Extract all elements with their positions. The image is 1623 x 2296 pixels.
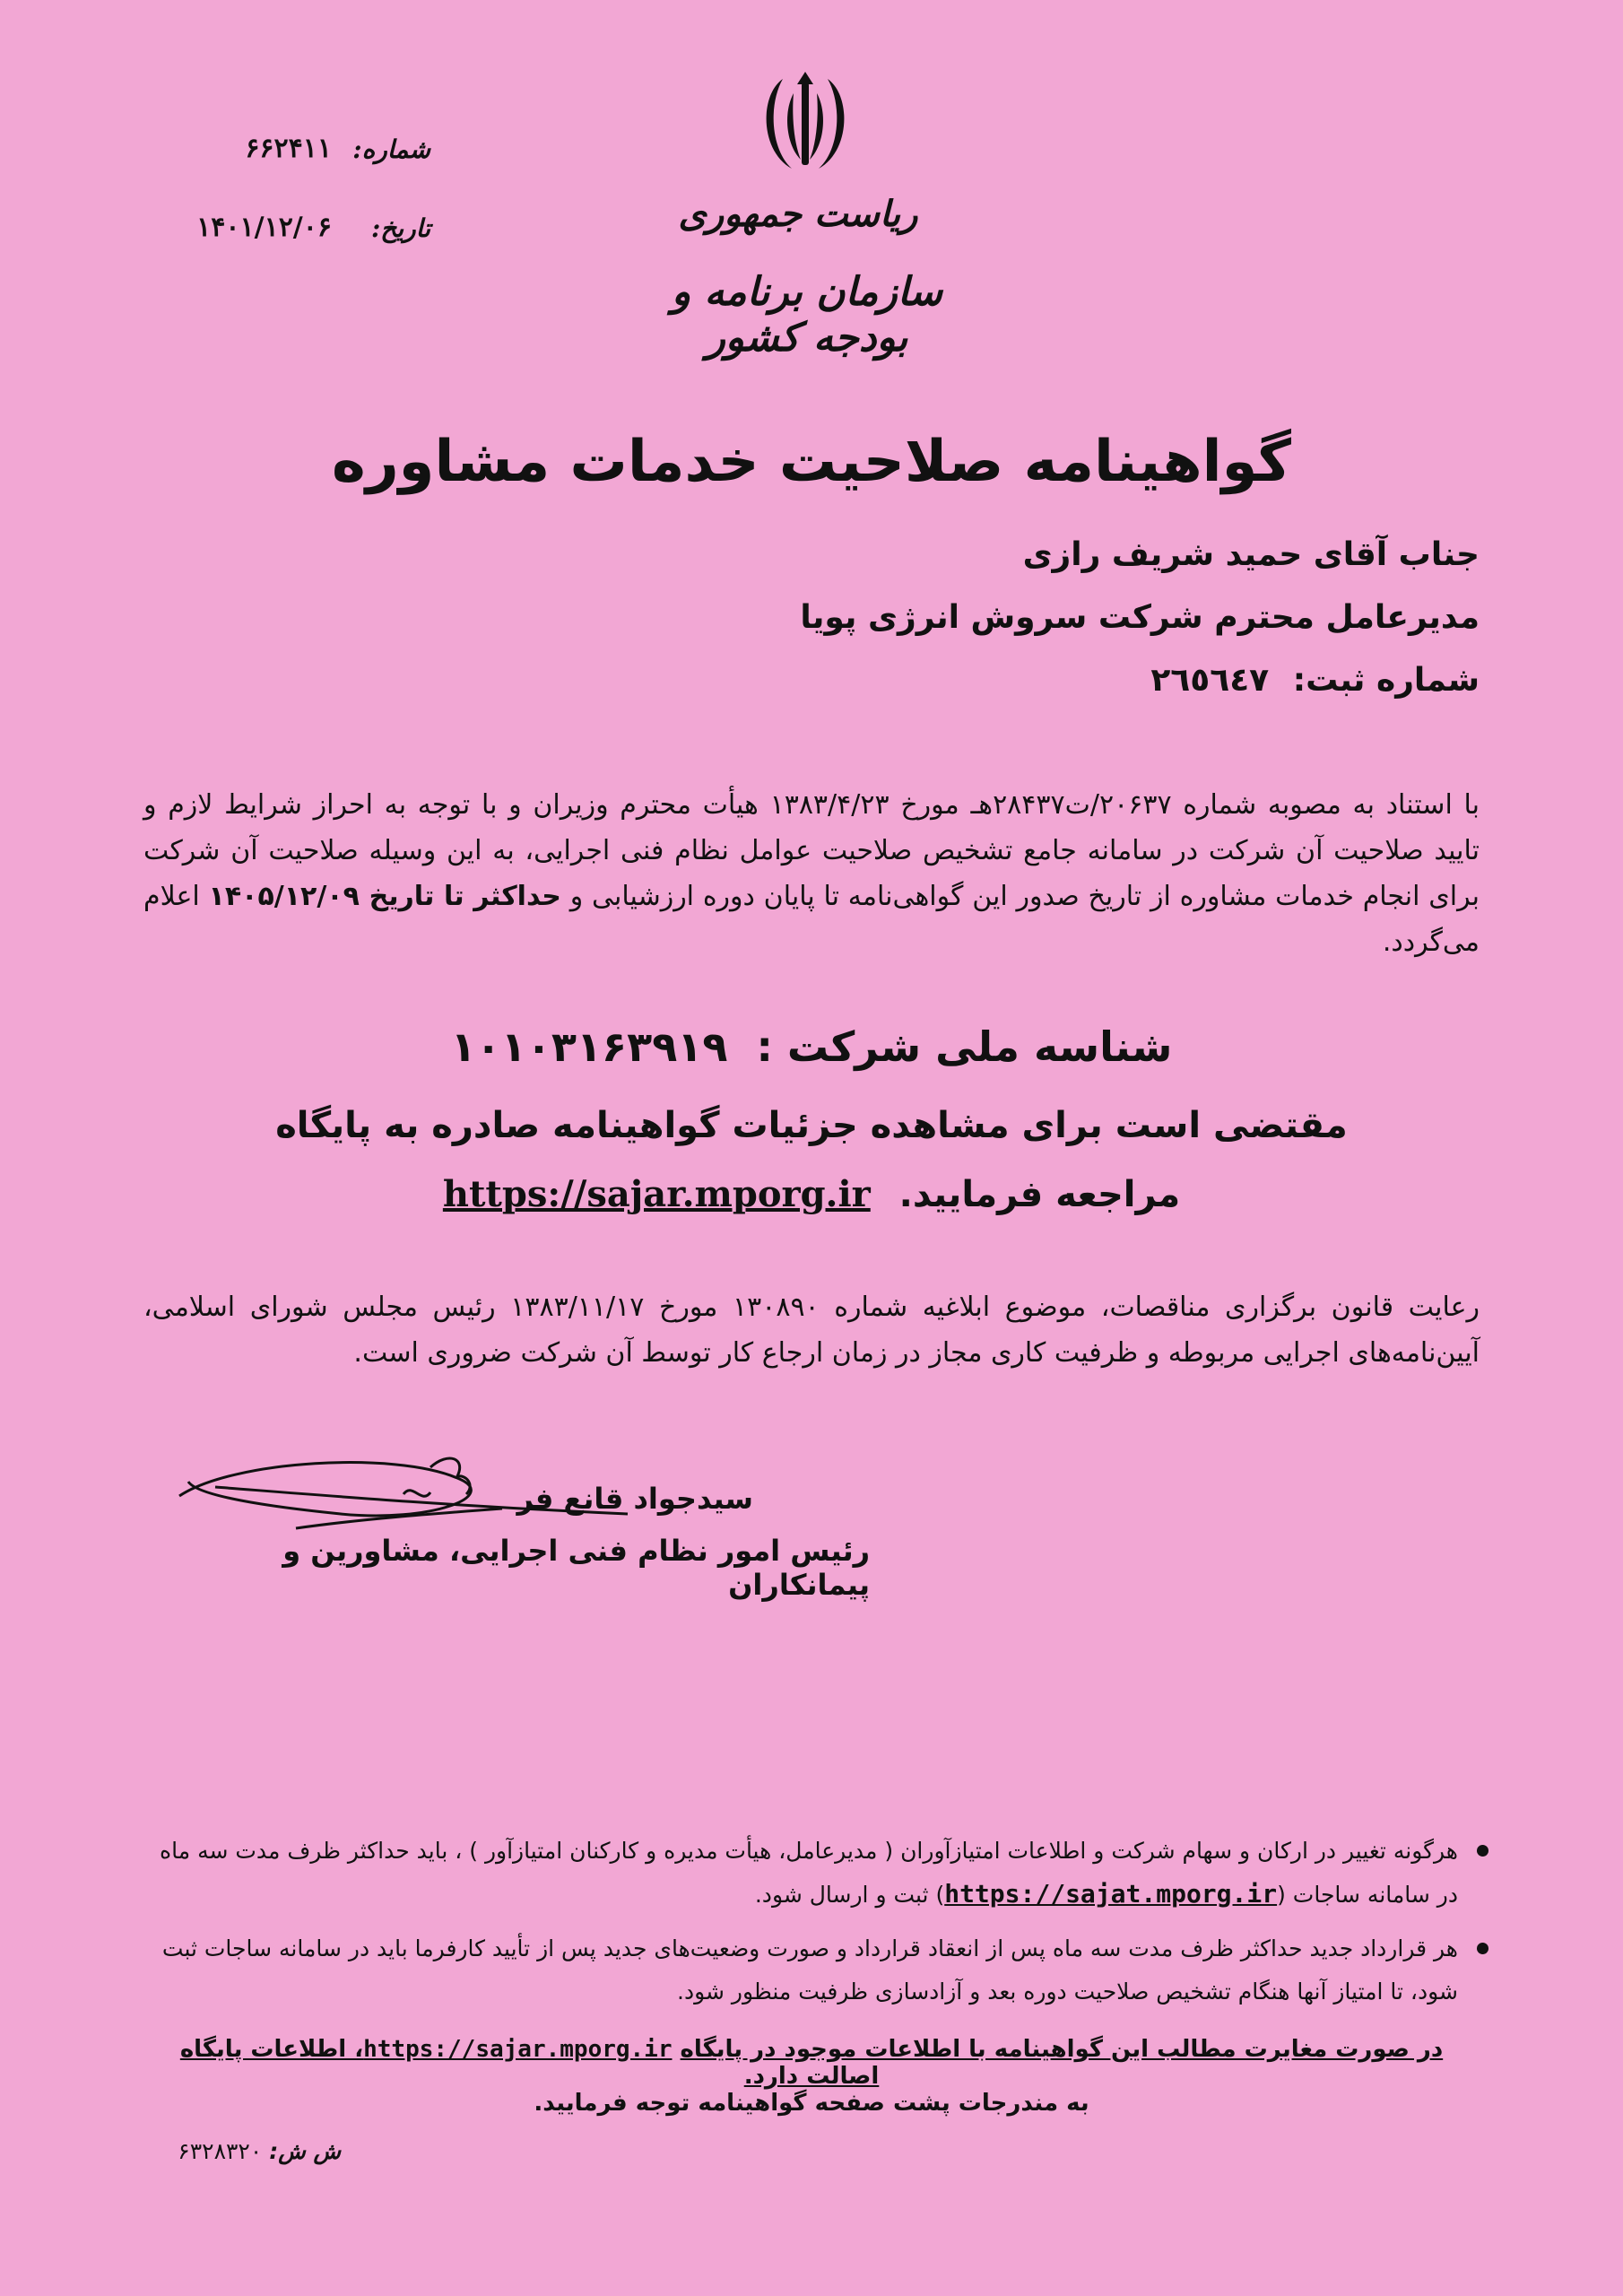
date-label: تاریخ: [370, 213, 430, 243]
page-title: گواهینامه صلاحیت خدمات مشاوره [332, 429, 1291, 495]
org-presidency: ریاست جمهوری [678, 193, 918, 235]
registration-number: ٢٦٥٦٤٧ [1150, 662, 1270, 699]
note1-text: هرگونه تغییر در ارکان و سهام شرکت و اطلاعات امتیازآوران ( مدیرعامل، هیأت مدیره و کارکنان امتیازآور ) ، باید حداکثر ظرف مدت سه ماه در سامانه ساجات ( [160, 1838, 1458, 1908]
discrepancy-part1: در صورت مغایرت مطالب این گواهینامه با اطلاعات موجود در پایگاه [680, 2036, 1444, 2063]
org-plan-budget: سازمان برنامه و بودجه کشور [671, 269, 943, 361]
notes-list [143, 1830, 1488, 2013]
national-id-line [269, 1022, 1354, 1071]
registration-line [717, 662, 1480, 699]
discrepancy-link[interactable]: https://sajar.mporg.ir [363, 2036, 673, 2063]
discrepancy-note [143, 2036, 1480, 2090]
national-id-value: ۱۰۱۰۳۱۶۳۹۱۹ [450, 1022, 728, 1071]
signatory-name: سیدجواد قانع فر [516, 1482, 753, 1516]
list-item [143, 1927, 1488, 2013]
note1-end: ) ثبت و ارسال شود. [754, 1882, 945, 1908]
number-value: ۶۶۲۴۱۱ [245, 133, 332, 164]
bullet-icon [1477, 1943, 1488, 1954]
serial-line [126, 2138, 341, 2164]
body-paragraph [143, 782, 1480, 965]
website-suffix: مراجعه فرمایید. [898, 1174, 1181, 1215]
body-end: اعلام می‌گردد. [143, 881, 1480, 958]
list-item [143, 1830, 1488, 1917]
sajat-link[interactable]: https://sajat.mporg.ir [944, 1879, 1278, 1909]
website-instruction: مقتضی است برای مشاهده جزئیات گواهینامه صادره به پایگاه [275, 1105, 1348, 1146]
discrepancy-part2: ، اطلاعات پایگاه اصالت دارد. [179, 2036, 880, 2090]
body-text: با استناد به مصوبه شماره ۲۰۶۳۷/ت۲۸۴۳۷هـ مورخ ۱۳۸۳/۴/۲۳ هیأت محترم وزیران و با توجه به احراز شرایط لازم و تایید صلاحیت آن شرکت در سامانه جامع تشخیص صلاحیت عوامل نظام فنی اجرایی، به این وسیله صلاحیت آن شرکت برای انجام خدمات مشاوره از تاریخ صدور این گواهی‌نامه تا پایان دوره ارزشیابی و [143, 789, 1480, 912]
national-id-label: شناسه ملی شرکت : [756, 1022, 1173, 1071]
iran-emblem-icon [747, 63, 864, 179]
date-value: ۱۴۰۱/۱۲/۰۶ [196, 212, 332, 243]
bullet-icon [1477, 1845, 1488, 1857]
back-page-note: به مندرجات پشت صفحه گواهینامه توجه فرمایید. [534, 2090, 1089, 2117]
compliance-paragraph: رعایت قانون برگزاری مناقصات، موضوع ابلاغیه شماره ۱۳۰۸۹۰ مورخ ۱۳۸۳/۱۱/۱۷ رئیس مجلس شورای اسلامی، آیین‌نامه‌های اجرایی مربوطه و ظرفیت کاری مجاز در زمان ارجاع کار توسط آن شرکت ضروری است. [143, 1292, 1480, 1369]
website-line [179, 1173, 1444, 1215]
registration-label: شماره ثبت: [1292, 662, 1480, 699]
signatory-title: رئیس امور نظام فنی اجرایی، مشاورین و پیمانکاران [282, 1534, 870, 1602]
serial-value: ۶۳۲۸۳۲۰ [178, 2138, 263, 2164]
note2-text: هر قرارداد جدید حداکثر ظرف مدت سه ماه پس از انعقاد قرارداد و صورت وضعیت‌های جدید پس از تأیید کارفرما باید در سامانه ساجات ثبت شود، تا امتیاز آنها هنگام تشخیص صلاحیت دوره بعد و آزادسازی ظرفیت منظور شود. [161, 1935, 1458, 2005]
body-deadline: حداکثر تا تاریخ ۱۴۰۵/۱۲/۰۹ [208, 881, 561, 912]
serial-label: ش ش: [269, 2138, 341, 2164]
website-link[interactable]: https://sajar.mporg.ir [442, 1173, 871, 1215]
number-label: شماره: [352, 135, 430, 164]
addressee-position: مدیرعامل محترم شرکت سروش انرژی پویا [800, 599, 1480, 636]
addressee-name: جناب آقای حمید شریف رازی [1022, 536, 1480, 573]
